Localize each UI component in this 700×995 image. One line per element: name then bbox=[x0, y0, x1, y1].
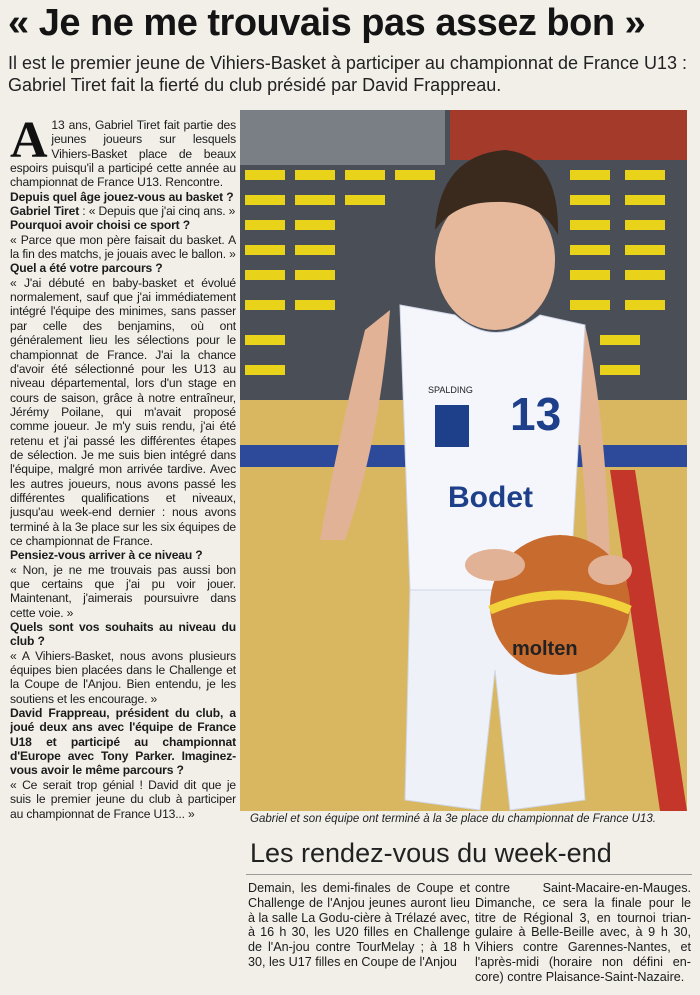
speaker: Gabriel Tiret bbox=[10, 204, 80, 219]
lede: Il est le premier jeune de Vihiers-Basket à participer au championnat de France U13 : Gabriel Tiret fait la fierté du club présidé par David Frappreau. bbox=[8, 53, 688, 95]
red-wall bbox=[450, 110, 687, 160]
headline: « Je ne me trouvais pas assez bon » bbox=[8, 2, 646, 44]
weekend-title: Les rendez-vous du week-end bbox=[250, 838, 612, 868]
question-1: Depuis quel âge jouez-vous au basket ? bbox=[10, 189, 234, 204]
section-divider bbox=[246, 874, 692, 875]
player-hand-left bbox=[465, 549, 525, 581]
answer-6: « Ce serait trop génial ! David dit que je suis le premier jeune du club à participer au championnat de France U13... » bbox=[10, 777, 236, 821]
question-6: David Frappreau, président du club, a joué deux ans avec l'équipe de France U18 et participé au championnat d'Europe avec Tony Parker. Imaginez-vous avoir le même parcours ? bbox=[10, 706, 236, 778]
club-badge bbox=[435, 405, 469, 447]
answer-1-text: : « Depuis que j'ai cinq ans. » bbox=[79, 204, 236, 219]
jersey-brand: SPALDING bbox=[428, 385, 473, 395]
question-5: Quels sont vos souhaits au niveau du club ? bbox=[10, 620, 236, 649]
question-2: Pourquoi avoir choisi ce sport ? bbox=[10, 218, 190, 233]
intro-paragraph bbox=[10, 118, 236, 190]
question-4: Pensiez-vous arriver à ce niveau ? bbox=[10, 548, 203, 563]
weekend-text-1: Demain, les demi-finales de Coupe et Challenge de l'Anjou jeunes auront lieu à la salle La Godu-cière à Trélazé avec, à 16 h 30, les U20 filles en Challenge de l'An-jou contre TourMelay ; à 18 h 30, les U17 filles en Coupe de l'Anjou bbox=[248, 881, 470, 969]
jersey-sponsor: Bodet bbox=[448, 481, 533, 514]
photo-illustration bbox=[240, 110, 687, 811]
answer-5: « A Vihiers-Basket, nous avons plusieurs équipes bien placées dans le Challenge et la Coupe de l'Anjou. Bien entendu, je les soutiens et les encourage. » bbox=[10, 648, 236, 706]
dropcap: A bbox=[10, 118, 48, 169]
answer-3: « J'ai débuté en baby-basket et évolué normalement, sauf que j'ai immédiatement intégré l'équipe des minimes, sans passer par celle des benjamins, où ont généralement lieu les sélections pour le championnat de France. J'ai la chance d'avoir été sélectionné pour les U13 au niveau départemental, lors d'un stage en cours de saison, grâce à notre entraîneur, Jérémy Poilane, qui m'avait proposé comme joueur. Je m'y suis rendu, j'ai été retenu et j'ai passé les différentes étapes de sélection. Je me suis bien intégré dans l'équipe, malgré mon arrivée tardive. Avec les autres joueurs, nous avons passé les différentes qualifications et niveaux, jusqu'au week-end dernier : nous avons terminé à la 3e place sur les six équipes de ce championnat de France. bbox=[10, 275, 236, 548]
answer-2: « Parce que mon père faisait du basket. A la fin des matchs, je jouais avec le ballon. » bbox=[10, 232, 236, 262]
weekend-column-1 bbox=[248, 881, 470, 970]
interview-column bbox=[10, 118, 236, 988]
jersey-number: 13 bbox=[510, 388, 562, 440]
weekend-column-2 bbox=[475, 881, 691, 985]
ceiling-panel bbox=[240, 110, 445, 165]
answer-1 bbox=[10, 204, 236, 218]
answer-4: « Non, je ne me trouvais pas aussi bon que certains que j'ai pu voir jouer. Maintenant, j'aimerais poursuivre dans cette voie. » bbox=[10, 562, 236, 620]
weekend-text-2: contre Saint-Macaire-en-Mauges. Dimanche, ce sera la finale pour le titre de Régional 3, en tournoi trian-gulaire à Belle-Beille avec, à 9 h 30, Vihiers contre Garennes-Nantes, et l'après-midi (horaire non défini en-core) contre Plaisance-Saint-Nazaire. bbox=[475, 881, 691, 984]
intro-text: 13 ans, Gabriel Tiret fait partie des jeunes joueurs sur lesquels Vihiers-Basket place de beaux espoirs puisqu'il a participé cette année au championnat de France U13. Rencontre. bbox=[10, 118, 236, 190]
photo-caption: Gabriel et son équipe ont terminé à la 3e place du championnat de France U13. bbox=[250, 813, 656, 825]
ball-brand: molten bbox=[512, 638, 578, 660]
question-3: Quel a été votre parcours ? bbox=[10, 261, 163, 276]
player-hand-right bbox=[588, 555, 632, 585]
player-photo bbox=[240, 110, 687, 811]
